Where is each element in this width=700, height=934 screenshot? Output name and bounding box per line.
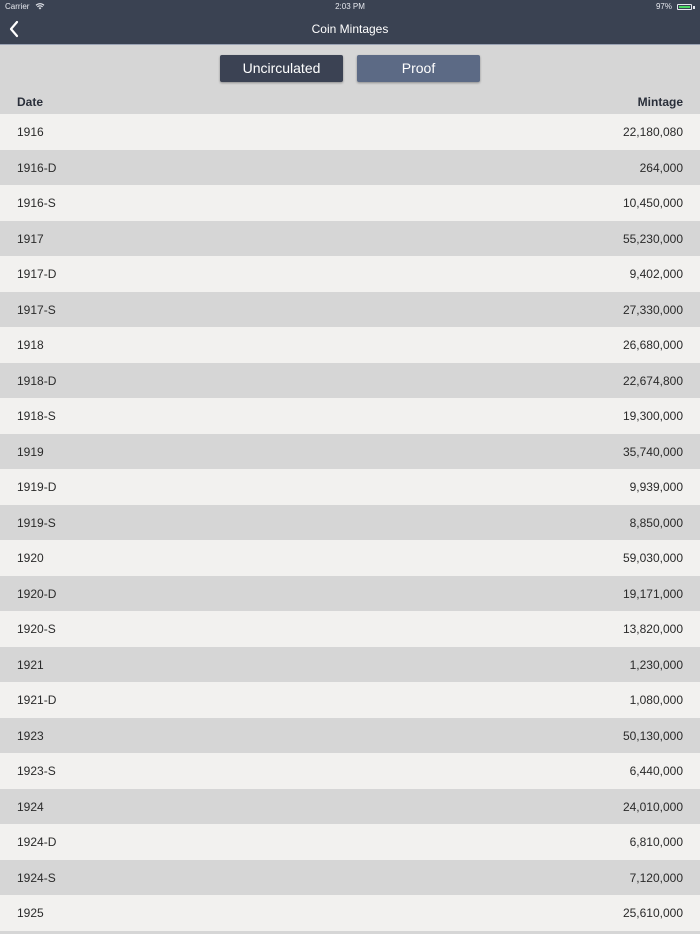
battery-tip — [693, 6, 695, 9]
cell-date: 1918-D — [17, 373, 57, 388]
column-header-date: Date — [17, 95, 44, 109]
table-row[interactable] — [0, 221, 700, 257]
table-row[interactable] — [0, 398, 700, 434]
cell-date: 1919-D — [17, 480, 57, 494]
cell-date: 1925 — [17, 906, 44, 920]
table-row[interactable] — [0, 789, 700, 825]
cell-date: 1921-D — [17, 693, 57, 707]
cell-date: 1916-D — [17, 160, 57, 175]
cell-date: 1924-S — [17, 870, 56, 885]
segment-uncirculated[interactable]: Uncirculated — [220, 55, 343, 82]
cell-mintage: 1,080,000 — [629, 693, 683, 707]
cell-mintage: 25,610,000 — [622, 906, 683, 920]
cell-mintage: 24,010,000 — [622, 799, 683, 814]
cell-date: 1919-S — [17, 515, 56, 530]
table-row[interactable] — [0, 256, 700, 292]
cell-mintage: 264,000 — [639, 160, 683, 175]
cell-date: 1916-S — [17, 196, 56, 210]
table-row[interactable] — [0, 505, 700, 541]
cell-date: 1923-S — [17, 764, 56, 778]
cell-date: 1917-D — [17, 267, 57, 281]
cell-date: 1919 — [17, 444, 44, 459]
column-header-mintage: Mintage — [637, 95, 683, 109]
cell-date: 1918 — [17, 338, 44, 352]
cell-mintage: 1,230,000 — [629, 657, 683, 672]
cell-mintage: 55,230,000 — [622, 231, 683, 246]
table-row[interactable] — [0, 576, 700, 612]
cell-date: 1920-S — [17, 622, 56, 636]
cell-mintage: 9,939,000 — [629, 480, 683, 494]
page-title: Coin Mintages — [311, 22, 389, 36]
cell-date: 1917-S — [17, 302, 56, 317]
cell-mintage: 35,740,000 — [622, 444, 683, 459]
table-row[interactable] — [0, 469, 700, 505]
cell-date: 1916 — [17, 125, 44, 139]
carrier-label: Carrier — [5, 2, 30, 11]
cell-date: 1918-S — [17, 409, 56, 423]
cell-mintage: 7,120,000 — [629, 870, 683, 885]
cell-mintage: 9,402,000 — [629, 267, 683, 281]
cell-mintage: 10,450,000 — [622, 196, 683, 210]
cell-mintage: 19,300,000 — [622, 409, 683, 423]
table-row[interactable] — [0, 824, 700, 860]
table-row[interactable] — [0, 682, 700, 718]
table-row[interactable] — [0, 647, 700, 683]
table-row[interactable] — [0, 292, 700, 328]
cell-mintage: 22,180,080 — [622, 125, 683, 139]
table-header — [0, 93, 700, 114]
table-row[interactable] — [0, 327, 700, 363]
cell-date: 1921 — [17, 657, 44, 672]
cell-date: 1920-D — [17, 586, 57, 601]
cell-date: 1920 — [17, 551, 44, 565]
cell-mintage: 6,440,000 — [629, 764, 683, 778]
cell-mintage: 13,820,000 — [622, 622, 683, 636]
table-row[interactable] — [0, 895, 700, 931]
table-row[interactable] — [0, 114, 700, 150]
cell-date: 1917 — [17, 231, 44, 246]
battery-icon — [677, 4, 692, 10]
table-row[interactable] — [0, 718, 700, 754]
status-time: 2:03 PM — [335, 2, 365, 11]
battery-percent: 97% — [655, 2, 672, 11]
table-row[interactable] — [0, 753, 700, 789]
table-row[interactable] — [0, 540, 700, 576]
cell-mintage: 22,674,800 — [622, 373, 683, 388]
cell-mintage: 59,030,000 — [622, 551, 683, 565]
table-row[interactable] — [0, 150, 700, 186]
cell-mintage: 50,130,000 — [622, 728, 683, 743]
status-bar — [0, 0, 700, 13]
table-row[interactable] — [0, 434, 700, 470]
cell-mintage: 26,680,000 — [622, 338, 683, 352]
table-row[interactable] — [0, 185, 700, 221]
mintage-table — [0, 114, 700, 931]
cell-mintage: 6,810,000 — [629, 835, 683, 849]
cell-date: 1924 — [17, 799, 44, 814]
cell-mintage: 27,330,000 — [622, 302, 683, 317]
navigation-bar — [0, 0, 700, 45]
table-row[interactable] — [0, 611, 700, 647]
segment-proof[interactable]: Proof — [357, 55, 480, 82]
cell-mintage: 8,850,000 — [629, 515, 683, 530]
cell-date: 1924-D — [17, 835, 57, 849]
cell-date: 1923 — [17, 728, 44, 743]
table-row[interactable] — [0, 363, 700, 399]
cell-mintage: 19,171,000 — [622, 586, 683, 601]
battery-level-fill — [679, 6, 690, 8]
table-row[interactable] — [0, 860, 700, 896]
segmented-control — [0, 45, 700, 93]
